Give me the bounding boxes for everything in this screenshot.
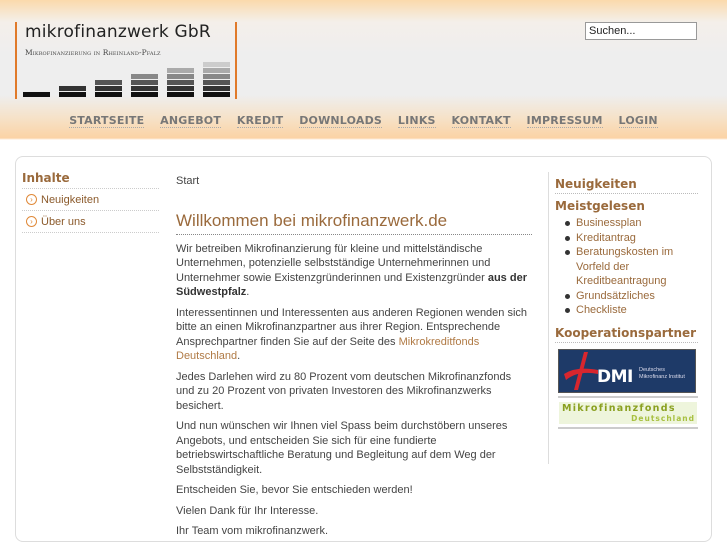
nav-impressum[interactable]: IMPRESSUM: [526, 114, 603, 127]
left-sidebar: [22, 171, 159, 233]
sidebar-item-label: Neuigkeiten: [41, 193, 100, 206]
header: [0, 0, 727, 140]
mikrofinanzfonds-partner-logo[interactable]: [559, 402, 697, 424]
popular-list: [563, 216, 698, 318]
breadcrumb: Start: [176, 175, 200, 187]
dmi-partner-logo[interactable]: [558, 349, 696, 393]
news-title[interactable]: Neuigkeiten: [555, 177, 698, 194]
mfd-line2: Deutschland: [631, 413, 695, 423]
dmi-sub-line1: Deutsches: [639, 366, 665, 373]
nav-startseite[interactable]: STARTSEITE: [69, 114, 145, 127]
nav-links[interactable]: LINKS: [397, 114, 436, 127]
paragraph-text: Wir betreiben Mikrofinanzierung für kleine und mittelständische Unternehmen, potenzielle selbstständige Unternehmerinnen und Unternehmer sowie Existenzgründerinnen und Existenzgründer: [176, 242, 491, 284]
search-input[interactable]: [585, 22, 697, 40]
paragraph-regions: [176, 306, 532, 364]
paragraph-text: Interessentinnen und Interessenten aus anderen Regionen wenden sich bitte an einen Mikrofinanzpartner aus ihrer Region. Entsprechende Ansprechpartner finden Sie auf der Seite des: [176, 306, 528, 348]
mfd-line1: Mikrofinanzfonds: [562, 402, 676, 414]
circle-chevron-right-icon: ›: [26, 194, 37, 205]
page-title: Willkommen bei mikrofinanzwerk.de: [176, 211, 532, 235]
sidebar-item-label: Über uns: [41, 215, 86, 228]
right-sidebar: [555, 177, 698, 432]
logo-subtitle: Mikrofinanzierung in Rheinland-Pfalz: [25, 48, 161, 57]
popular-title: Meistgelesen: [555, 199, 645, 213]
paragraph-intro: [176, 242, 532, 300]
nav-kredit[interactable]: KREDIT: [236, 114, 284, 127]
partners-title: Kooperationspartner: [555, 326, 698, 343]
paragraph-angebot: Und nun wünschen wir Ihnen viel Spass beim durchstöbern unseres Angebots, und entscheiden Sie sich für eine fundierte betriebswirtschaftliche Beratung und Begleitung auf dem Weg der Selbstständigkeit.: [176, 420, 508, 476]
sidebar-item-ueber-uns[interactable]: [22, 211, 159, 233]
mikrokreditfonds-link[interactable]: Mikrokreditfonds Deutschland: [176, 335, 480, 362]
logo-title: mikrofinanzwerk GbR: [25, 22, 211, 42]
popular-item-kreditantrag[interactable]: Kreditantrag: [563, 231, 698, 246]
main-content: [176, 174, 532, 545]
bold-region: aus der Südwestpfalz: [176, 271, 527, 298]
dmi-subtitle: [639, 367, 685, 381]
nav-angebot[interactable]: ANGEBOT: [160, 114, 222, 127]
paragraph-dank: Vielen Dank für Ihr Interesse.: [176, 504, 319, 517]
sidebar-item-neuigkeiten[interactable]: [22, 189, 159, 211]
paragraph-team: Ihr Team vom mikrofinanzwerk.: [176, 525, 329, 537]
paragraph-end: .: [246, 286, 250, 298]
paragraph-end: .: [237, 350, 241, 362]
sidebar-title: Inhalte: [22, 171, 159, 189]
divider: [558, 427, 698, 429]
popular-item-businessplan[interactable]: Businessplan: [563, 216, 698, 231]
main-nav: [0, 114, 727, 127]
divider: [558, 396, 698, 398]
paragraph-motto: Entscheiden Sie, bevor Sie entschieden werden!: [176, 484, 413, 496]
circle-chevron-right-icon: ›: [26, 216, 37, 227]
nav-login[interactable]: LOGIN: [618, 114, 658, 127]
popular-item-grundsaetzliches[interactable]: Grundsätzliches: [563, 289, 698, 304]
logo[interactable]: [15, 22, 237, 99]
nav-downloads[interactable]: DOWNLOADS: [299, 114, 383, 127]
popular-item-beratungskosten[interactable]: Beratungskosten im Vorfeld der Kreditbeantragung: [563, 245, 698, 289]
popular-item-checkliste[interactable]: Checkliste: [563, 303, 698, 318]
dmi-name: DMI: [597, 366, 633, 387]
nav-kontakt[interactable]: KONTAKT: [451, 114, 511, 127]
paragraph-darlehen: Jedes Darlehen wird zu 80 Prozent vom deutschen Mikrofinanzfonds und zu 20 Prozent von privaten Investoren des Mikrofinanzwerks besichert.: [176, 370, 512, 412]
dmi-sub-line2: Mikrofinanz Institut: [639, 373, 685, 380]
right-sidebar-divider: [548, 172, 549, 464]
dmi-swoosh-icon: [564, 352, 598, 390]
